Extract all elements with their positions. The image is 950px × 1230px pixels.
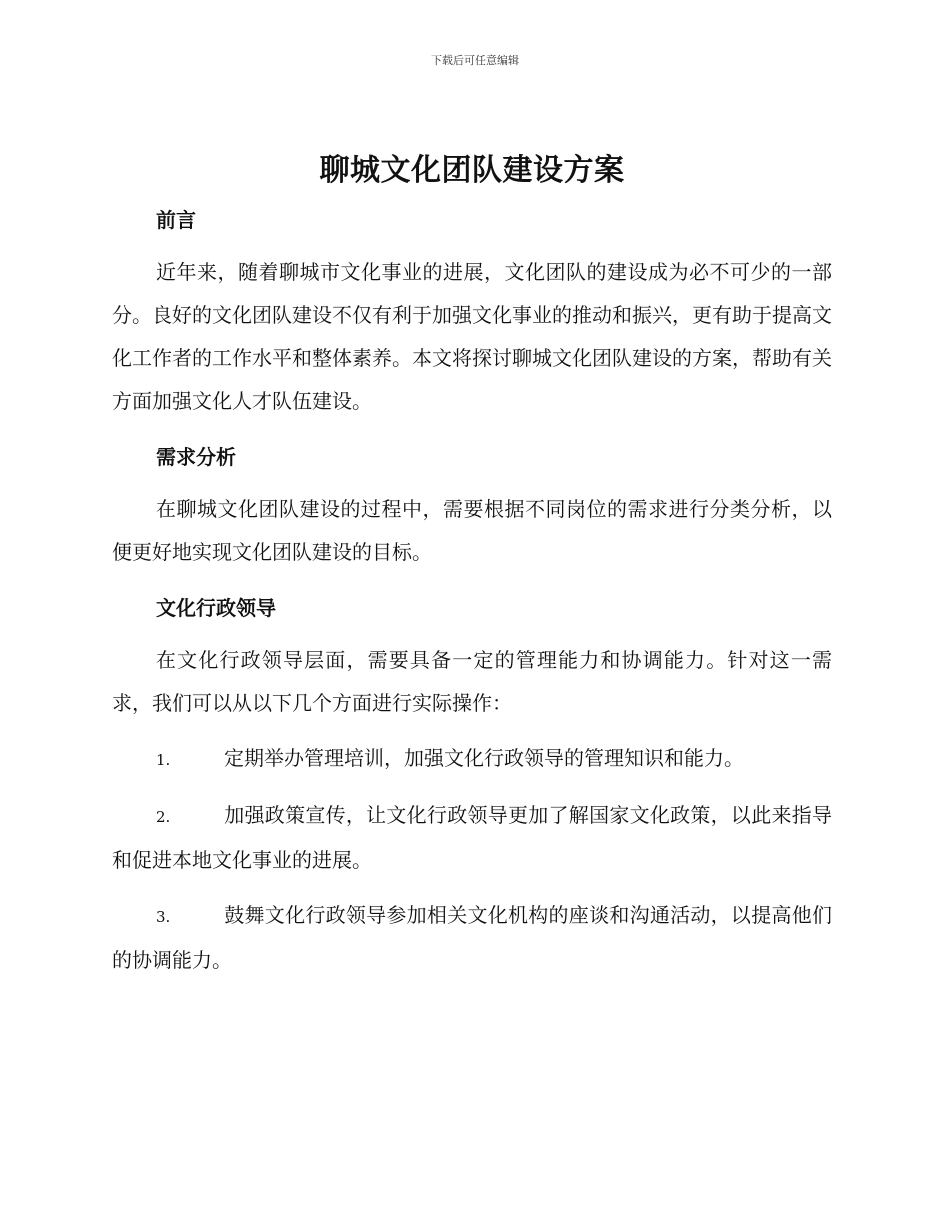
- header-note: 下载后可任意编辑: [431, 54, 519, 67]
- list-item-text: 加强政策宣传，让文化行政领导更加了解国家文化政策，以此来指导和促进本地文化事业的进展。: [112, 803, 832, 872]
- paragraph-needs: 在聊城文化团队建设的过程中，需要根据不同岗位的需求进行分类分析，以便更好地实现文化团队建设的目标。: [112, 497, 832, 564]
- list-item: [112, 737, 832, 782]
- list-number: 3.: [156, 908, 171, 926]
- list-item-text: 鼓舞文化行政领导参加相关文化机构的座谈和沟通活动，以提高他们的协调能力。: [112, 903, 832, 972]
- heading-admin: 文化行政领导: [156, 596, 276, 620]
- document-body: [112, 150, 832, 982]
- list-number: 2.: [156, 808, 171, 826]
- list-item-text: 定期举办管理培训，加强文化行政领导的管理知识和能力。: [224, 746, 744, 770]
- document-title: 聊城文化团队建设方案: [319, 153, 625, 188]
- list-item: [112, 894, 832, 982]
- list-item: [112, 794, 832, 882]
- heading-needs: 需求分析: [156, 445, 236, 469]
- heading-preface: 前言: [156, 208, 196, 232]
- list-number: 1.: [156, 751, 171, 769]
- paragraph-admin: 在文化行政领导层面，需要具备一定的管理能力和协调能力。针对这一需求，我们可以从以下几个方面进行实际操作：: [112, 648, 832, 715]
- paragraph-preface: 近年来，随着聊城市文化事业的进展，文化团队的建设成为必不可少的一部分。良好的文化团队建设不仅有利于加强文化事业的推动和振兴，更有助于提高文化工作者的工作水平和整体素养。本文将探讨聊城文化团队建设的方案，帮助有关方面加强文化人才队伍建设。: [112, 260, 832, 413]
